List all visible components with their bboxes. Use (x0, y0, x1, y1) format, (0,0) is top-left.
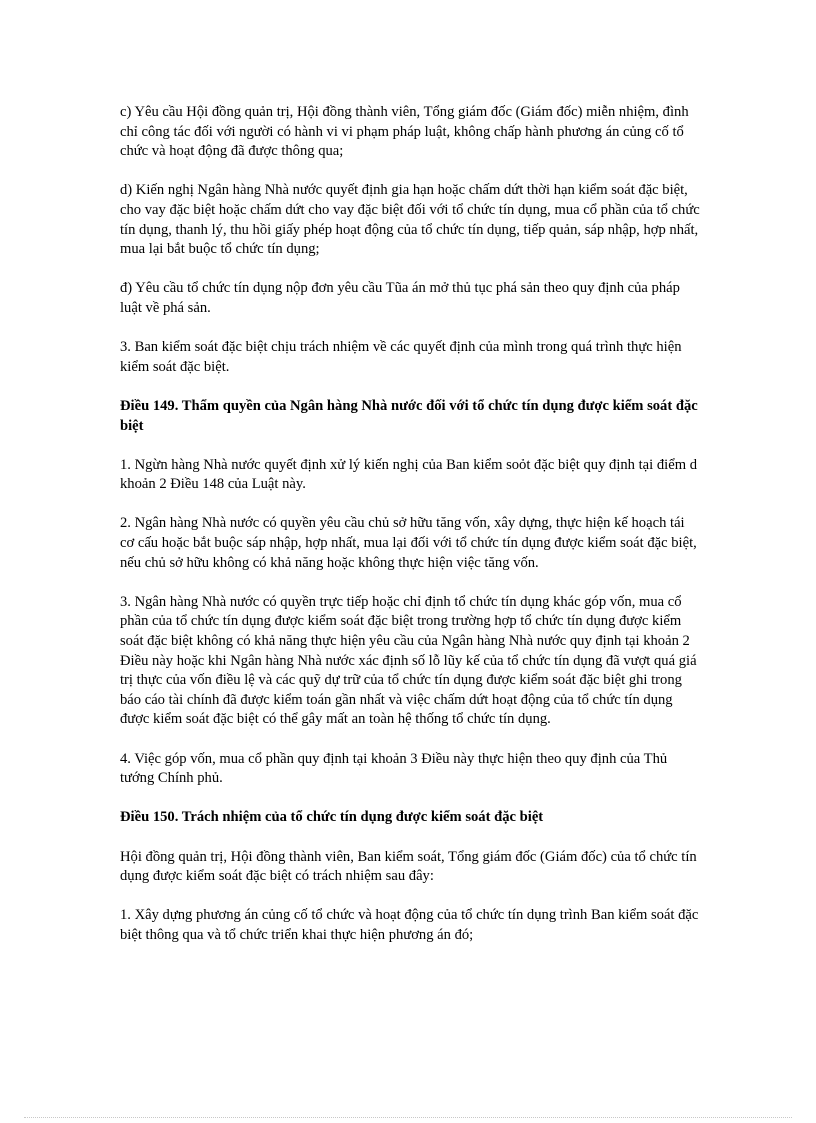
paragraph-item-3: 3. Ban kiểm soát đặc biệt chịu trách nhiệm về các quyết định của mình trong quá trình thực hiện kiểm soát đặc biệt. (120, 339, 682, 375)
article-150-item-1: 1. Xây dựng phương án củng cố tổ chức và hoạt động của tổ chức tín dụng trình Ban kiểm soát đặc biệt thông qua và tổ chức triển khai thực hiện phương án đó; (120, 907, 699, 943)
paragraph-clause-d: d) Kiến nghị Ngân hàng Nhà nước quyết định gia hạn hoặc chấm dứt thời hạn kiểm soát đặc biệt, cho vay đặc biệt hoặc chấm dứt cho vay đặc biệt đối với tổ chức tín dụng, mua cổ phần của tổ chức tín dụng, thanh lý, thu hồi giấy phép hoạt động của tổ chức tín dụng, tiếp quản, sáp nhập, hợp nhất, mua lại bắt buộc tổ chức tín dụng; (120, 182, 700, 258)
article-149-item-2: 2. Ngân hàng Nhà nước có quyền yêu cầu chủ sở hữu tăng vốn, xây dựng, thực hiện kế hoạch tái cơ cấu hoặc bắt buộc sáp nhập, hợp nhất, mua lại đối với tổ chức tín dụng được kiểm soát đặc biệt, nếu chủ sở hữu không có khả năng hoặc không thực hiện việc tăng vốn. (120, 515, 697, 571)
article-149-heading: Điều 149. Thẩm quyền của Ngân hàng Nhà nước đối với tổ chức tín dụng được kiểm soát đặc biệt (120, 397, 698, 434)
article-149-item-4: 4. Việc góp vốn, mua cổ phần quy định tại khoản 3 Điều này thực hiện theo quy định của Thủ tướng Chính phủ. (120, 750, 668, 787)
article-150-intro: Hội đồng quản trị, Hội đồng thành viên, Ban kiểm soát, Tổng giám đốc (Giám đốc) của tổ chức tín dụng được kiểm soát đặc biệt có trách nhiệm sau đây: (120, 848, 697, 885)
article-150-heading: Điều 150. Trách nhiệm của tổ chức tín dụng được kiểm soát đặc biệt (120, 809, 544, 826)
paragraph-clause-c: c) Yêu cầu Hội đồng quản trị, Hội đồng thành viên, Tổng giám đốc (Giám đốc) miễn nhiệm, đình chỉ công tác đối với người có hành vi vi phạm pháp luật, không chấp hành phương án củng cố tổ chức và hoạt động đã được thông qua; (120, 104, 689, 160)
paragraph-clause-dd: đ) Yêu cầu tổ chức tín dụng nộp đơn yêu cầu Tũa án mở thủ tục phá sản theo quy định của pháp luật về phá sản. (120, 280, 680, 316)
article-149-item-1: 1. Ngừn hàng Nhà nước quyết định xử lý kiến nghị của Ban kiểm soỏt đặc biệt quy định tại điểm d khoản 2 Điều 148 của Luật này. (120, 456, 697, 493)
document-body (120, 103, 700, 965)
article-149-item-3: 3. Ngân hàng Nhà nước có quyền trực tiếp hoặc chỉ định tổ chức tín dụng khác góp vốn, mua cổ phần của tổ chức tín dụng được kiểm soát đặc biệt trong trường hợp tổ chức tín dụng được kiểm soát đặc biệt không có khả năng thực hiện yêu cầu của Ngân hàng Nhà nước quy định tại khoản 2 Điều này hoặc khi Ngân hàng Nhà nước xác định số lỗ lũy kế của tổ chức tín dụng đã vượt quá giá trị thực của vốn điều lệ và các quỹ dự trữ của tổ chức tín dụng được kiểm soát đặc biệt ghi trong báo cáo tài chính đã được kiểm toán gần nhất và việc chấm dứt hoạt động của tổ chức tín dụng được kiểm soát đặc biệt có thể gây mất an toàn hệ thống tổ chức tín dụng. (120, 593, 697, 728)
page-bottom-divider (24, 1117, 792, 1118)
